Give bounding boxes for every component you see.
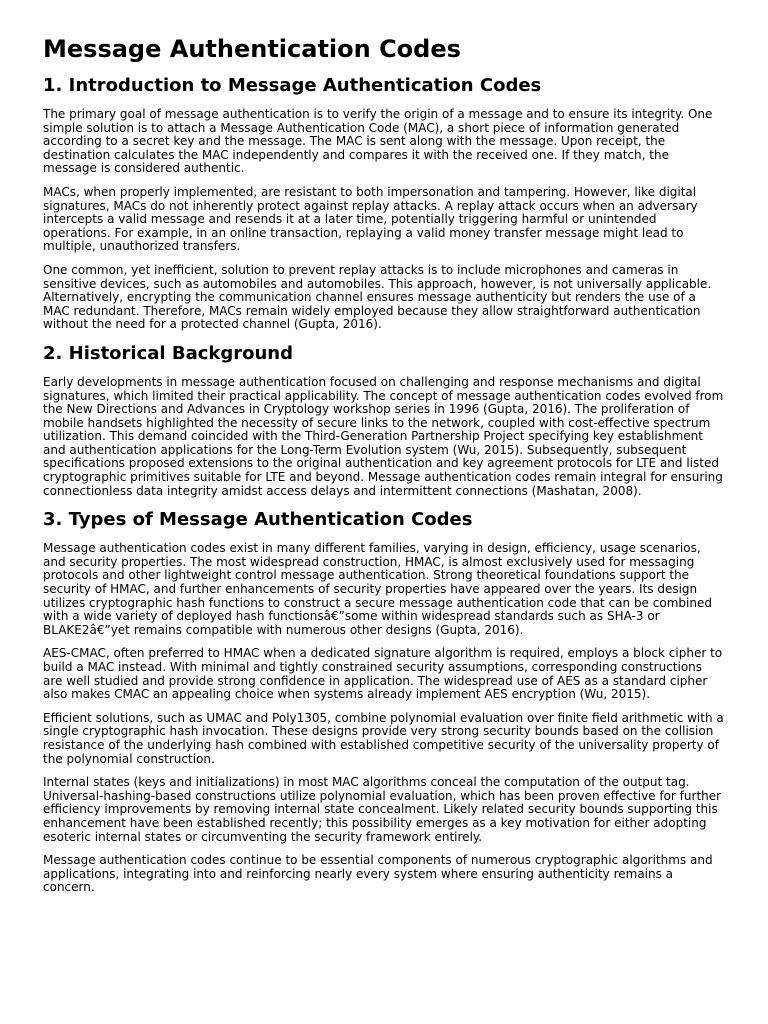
paragraph: MACs, when properly implemented, are resistant to both impersonation and tampering. However, like digital signatures, MACs do not inherently protect against replay attacks. A replay attack occurs when an adversary intercepts a valid message and resends it at a later time, potentially triggering harmful or unintended operations. For example, in an online transaction, replaying a valid money transfer message might lead to multiple, unauthorized transfers.	[43, 184, 698, 254]
section-historical-background	[43, 342, 725, 498]
section-types	[43, 508, 725, 895]
paragraph: Message authentication codes continue to be essential components of numerous cryptographic algorithms and applications, integrating into and reinforcing nearly every system where ensuring authenticity remains a concern.	[43, 853, 713, 895]
paragraph: Internal states (keys and initializations) in most MAC algorithms conceal the computation of the output tag. Universal-hashing-based constructions utilize polynomial evaluation, which has been proven effective for further efficiency improvements by removing internal state concealment. Likely related security bounds supporting this enhancement have been established recently; this possibility emerges as a key motivation for either adopting esoteric internal states or circumventing the security framework entirely.	[43, 775, 722, 844]
section-heading: 1. Introduction to Message Authentication Codes	[43, 75, 542, 96]
document-title: Message Authentication Codes	[43, 35, 461, 63]
paragraph: Early developments in message authentication focused on challenging and response mechanisms and digital signatures, which limited their practical applicability. The concept of message authentication codes evolved from the New Directions and Advances in Cryptology workshop series in 1996 (Gupta, 2016). The proliferation of mobile handsets highlighted the necessity of secure links to the network, coupled with cost-effective spectrum utilization. This demand coincided with the Third-Generation Partnership Project specifying key establishment and authentication applications for the Long-Term Evolution system (Wu, 2015). Subsequently, subsequent specifications proposed extensions to the original authentication and key agreement protocols for LTE and listed cryptographic primitives suitable for LTE and beyond. Message authentication codes remain integral for ensuring connectionless data integrity amidst access delays and intermittent connections (Mashatan, 2008).	[43, 374, 724, 498]
paragraph: One common, yet inefficient, solution to prevent replay attacks is to include microphones and cameras in sensitive devices, such as automobiles and automobiles. This approach, however, is not universally applicable. Alternatively, encrypting the communication channel ensures message authenticity but renders the use of a MAC redundant. Therefore, MACs remain widely employed because they allow straightforward authentication without the need for a protected channel (Gupta, 2016).	[43, 262, 712, 332]
section-heading: 3. Types of Message Authentication Codes	[43, 509, 473, 531]
paragraph: Efficient solutions, such as UMAC and Poly1305, combine polynomial evaluation over finite field arithmetic with a single cryptographic hash invocation. These designs provide very strong security bounds based on the collision resistance of the underlying hash combined with established competitive security of the universality property of the polynomial construction.	[43, 710, 724, 766]
paragraph: The primary goal of message authentication is to verify the origin of a message and to ensure its integrity. One simple solution is to attach a Message Authentication Code (MAC), a short piece of information generated according to a secret key and the message. The MAC is sent along with the message. Upon receipt, the destination calculates the MAC independently and compares it with the received one. If they match, the message is considered authentic.	[43, 107, 713, 176]
section-introduction	[43, 74, 725, 332]
paragraph: Message authentication codes exist in many different families, varying in design, efficiency, usage scenarios, and security properties. The most widespread construction, HMAC, is almost exclusively used for messaging protocols and other lightweight control message authentication. Strong theoretical foundations support the security of HMAC, and further enhancements of security properties have appeared over the years. Its design utilizes cryptographic hash functions to construct a secure message authentication code that can be combined with a wide variety of deployed hash functionsâ€”some within widespread standards such as SHA-3 or BLAKE2â€”yet remains compatible with numerous other designs (Gupta, 2016).	[43, 541, 712, 637]
section-heading: 2. Historical Background	[43, 342, 293, 364]
paragraph: AES-CMAC, often preferred to HMAC when a dedicated signature algorithm is required, employs a block cipher to build a MAC instead. With minimal and tightly constrained security assumptions, corresponding constructions are well studied and provide strong confidence in application. The widespread use of AES as a standard cipher also makes CMAC an appealing choice when systems already implement AES encryption (Wu, 2015).	[43, 646, 723, 702]
